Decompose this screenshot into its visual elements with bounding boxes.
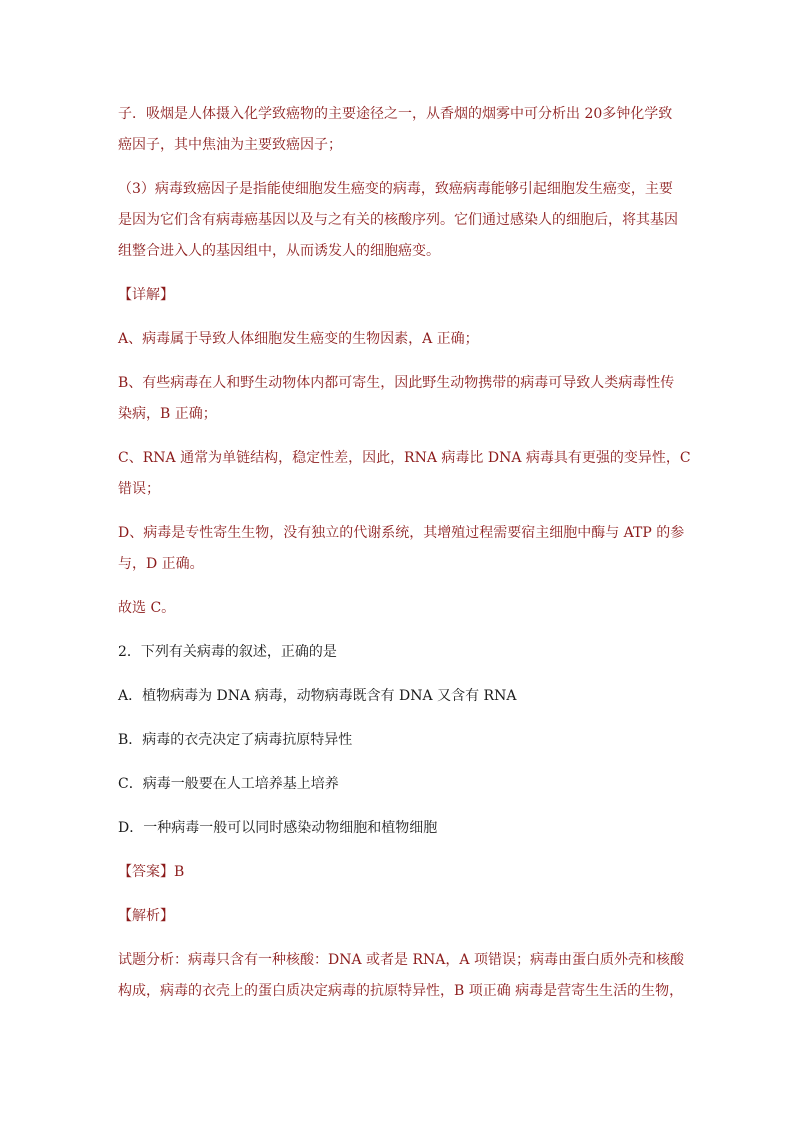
question-option-d: D．一种病毒一般可以同时感染动物细胞和植物细胞: [118, 820, 438, 836]
detail-option-d-line: D、病毒是专性寄生生物，没有独立的代谢系统，其增殖过程需要宿主细胞中酶与 ATP 的参: [118, 525, 685, 541]
analysis-text-line: 子．吸烟是人体摄入化学致癌物的主要途径之一，从香烟的烟雾中可分析出 20多钟化学致: [118, 106, 673, 122]
analysis-text-line: 试题分析：病毒只含有一种核酸：DNA 或者是 RNA，A 项错误；病毒由蛋白质外壳和核酸: [118, 952, 684, 968]
question-stem: 2．下列有关病毒的叙述，正确的是: [118, 644, 337, 660]
detail-conclusion: 故选 C。: [118, 600, 176, 616]
question-option-a: A．植物病毒为 DNA 病毒，动物病毒既含有 DNA 又含有 RNA: [118, 688, 517, 704]
question-option-c: C．病毒一般要在人工培养基上培养: [118, 776, 339, 792]
detail-option-c-line: C、RNA 通常为单链结构，稳定性差，因此，RNA 病毒比 DNA 病毒具有更强的变异性，C: [118, 450, 691, 466]
answer-label: 【答案】B: [118, 864, 185, 880]
analysis-heading: 【解析】: [118, 908, 174, 924]
analysis-text-line: 构成，病毒的衣壳上的蛋白质决定病毒的抗原特异性，B 项正确 病毒是营寄生生活的生物，: [118, 983, 684, 999]
detail-option-a: A、病毒属于导致人体细胞发生癌变的生物因素，A 正确；: [118, 331, 479, 347]
detail-option-d-line: 与，D 正确。: [118, 556, 204, 572]
analysis-text-line: 癌因子，其中焦油为主要致癌因子；: [118, 137, 342, 153]
analysis-text-line: 组整合进入人的基因组中，从而诱发人的细胞癌变。: [118, 243, 440, 259]
analysis-text-line: 是因为它们含有病毒癌基因以及与之有关的核酸序列。它们通过感染人的细胞后，将其基因: [118, 212, 678, 228]
question-option-b: B．病毒的衣壳决定了病毒抗原特异性: [118, 732, 353, 748]
detail-option-b-line: 染病，B 正确；: [118, 406, 217, 422]
detail-option-c-line: 错误；: [118, 481, 160, 497]
detail-option-b-line: B、有些病毒在人和野生动物体内都可寄生，因此野生动物携带的病毒可导致人类病毒性传: [118, 375, 675, 391]
detail-heading: 【详解】: [118, 287, 174, 303]
analysis-text-line: （3）病毒致癌因子是指能使细胞发生癌变的病毒，致癌病毒能够引起细胞发生癌变，主要: [118, 181, 673, 197]
